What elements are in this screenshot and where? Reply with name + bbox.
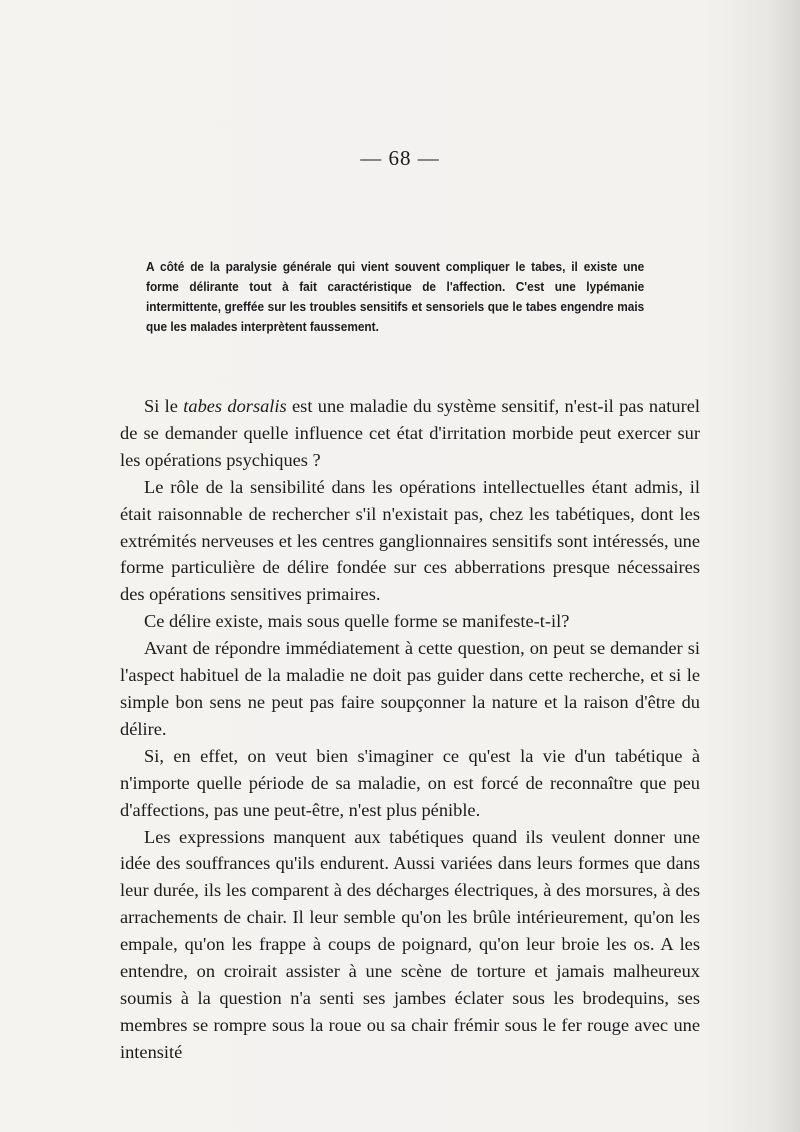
paragraph-3: Ce délire existe, mais sous quelle forme se manifeste-t-il? — [144, 611, 570, 632]
paragraph-1-lead: Si le — [144, 396, 184, 416]
paragraph-1-emphasis: tabes dorsalis — [183, 396, 287, 416]
paragraph-5: Si, en effet, on veut bien s'imaginer ce qu'est la vie d'un tabétique à n'importe quelle période de sa maladie, on est forcé de reconnaître que peu d'affections, pas une peut-être, n'est plus pénible. — [120, 745, 700, 820]
paragraph-1 — [120, 393, 700, 474]
paragraph-6: Les expressions manquent aux tabétiques quand ils veulent donner une idée des souffrances qu'ils endurent. Aussi variées dans leurs formes que dans leur durée, ils les comparent à des décharges électriques, à des morsures, à des arrachements de chair. Il leur semble qu'on les brûle intérieurement, qu'on les empale, qu'on les frappe à coups de poignard, qu'on leur broie les os. A les entendre, on croirait assister à une scène de torture et jamais malheureux soumis à la question n'a senti ses jambes éclater sous les brodequins, ses membres se rompre sous la roue ou sa chair frémir sous le fer rouge avec une intensité — [120, 826, 700, 1062]
abstract-text: A côté de la paralysie générale qui vient souvent compliquer le tabes, il existe une forme délirante tout à fait caractéristique de l'affection. C'est une lypémanie intermittente, greffée sur les troubles sensitifs et sensoriels que le tabes engendre mais que les malades interprètent faussement. — [146, 260, 645, 334]
body-text — [120, 393, 700, 1066]
paragraph-2: Le rôle de la sensibilité dans les opérations intellectuelles étant admis, il était raisonnable de rechercher s'il n'existait pas, chez les tabétiques, dont les extrémités nerveuses et les centres ganglionnaires sensitifs sont intéressés, une forme particulière de délire fondée sur ces abberrations presque nécessaires des opérations sensitives primaires. — [120, 476, 700, 605]
paragraph-4: Avant de répondre immédiatement à cette question, on peut se demander si l'aspect habituel de la maladie ne doit pas guider dans cette recherche, et si le simple bon sens ne peut pas faire soupçonner la nature et la raison d'être du délire. — [120, 638, 700, 739]
paragraph-1-rest: est une maladie du système sensitif, n'est-il pas naturel de se demander quelle influence cet état d'irritation morbide peut exercer sur les opérations psychiques ? — [120, 396, 700, 470]
page-number: — 68 — — [360, 146, 440, 170]
abstract-summary — [146, 257, 644, 337]
